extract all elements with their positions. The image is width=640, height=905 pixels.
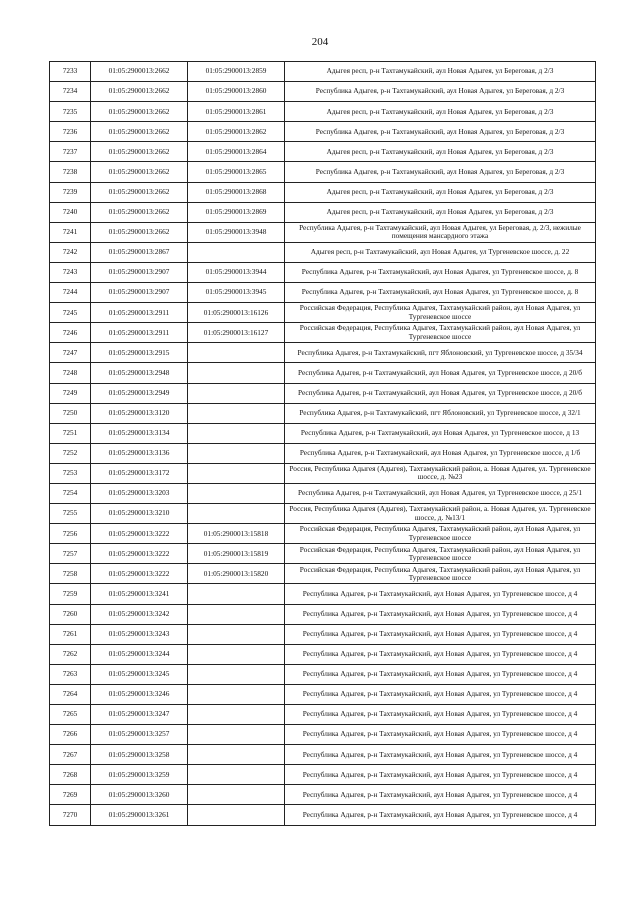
row-number-cell: 7270 bbox=[50, 805, 91, 825]
row-number-cell: 7264 bbox=[50, 684, 91, 704]
premises-cadastral-number-cell bbox=[188, 483, 285, 503]
cadastral-number-cell: 01:05:2900013:3244 bbox=[91, 644, 188, 664]
row-number-cell: 7234 bbox=[50, 82, 91, 102]
cadastral-number-cell: 01:05:2900013:2662 bbox=[91, 62, 188, 82]
table-row bbox=[50, 684, 596, 704]
address-cell: Республика Адыгея, р-н Тахтамукайский, аул Новая Адыгея, ул Тургеневское шоссе, д 13 bbox=[285, 423, 596, 443]
address-cell: Республика Адыгея, р-н Тахтамукайский, аул Новая Адыгея, ул Тургеневское шоссе, д 1/б bbox=[285, 443, 596, 463]
table-row bbox=[50, 805, 596, 825]
table-row bbox=[50, 504, 596, 524]
cadastral-number-cell: 01:05:2900013:3210 bbox=[91, 504, 188, 524]
address-cell: Адыгея респ, р-н Тахтамукайский, аул Новая Адыгея, ул Береговая, д 2/3 bbox=[285, 182, 596, 202]
premises-cadastral-number-cell: 01:05:2900013:16127 bbox=[188, 323, 285, 343]
table-row bbox=[50, 785, 596, 805]
address-cell: Республика Адыгея, р-н Тахтамукайский, аул Новая Адыгея, ул Тургеневское шоссе, д 4 bbox=[285, 785, 596, 805]
premises-cadastral-number-cell bbox=[188, 363, 285, 383]
address-cell: Российская Федерация, Республика Адыгея, Тахтамукайский район, аул Новая Адыгея, ул Тургеневское шоссе bbox=[285, 524, 596, 544]
table-row bbox=[50, 644, 596, 664]
address-cell: Республика Адыгея, р-н Тахтамукайский, аул Новая Адыгея, ул Тургеневское шоссе, д 4 bbox=[285, 765, 596, 785]
cadastral-number-cell: 01:05:2900013:3243 bbox=[91, 624, 188, 644]
cadastral-number-cell: 01:05:2900013:3222 bbox=[91, 524, 188, 544]
premises-cadastral-number-cell bbox=[188, 725, 285, 745]
premises-cadastral-number-cell: 01:05:2900013:3945 bbox=[188, 283, 285, 303]
premises-cadastral-number-cell: 01:05:2900013:15819 bbox=[188, 544, 285, 564]
premises-cadastral-number-cell: 01:05:2900013:15820 bbox=[188, 564, 285, 584]
address-cell: Республика Адыгея, р-н Тахтамукайский, аул Новая Адыгея, ул Тургеневское шоссе, д. 8 bbox=[285, 262, 596, 282]
row-number-cell: 7236 bbox=[50, 122, 91, 142]
premises-cadastral-number-cell bbox=[188, 785, 285, 805]
row-number-cell: 7260 bbox=[50, 604, 91, 624]
address-cell: Российская Федерация, Республика Адыгея, Тахтамукайский район, аул Новая Адыгея, ул Тургеневское шоссе bbox=[285, 544, 596, 564]
cadastral-number-cell: 01:05:2900013:3134 bbox=[91, 423, 188, 443]
cadastral-number-cell: 01:05:2900013:2907 bbox=[91, 262, 188, 282]
address-cell: Республика Адыгея, р-н Тахтамукайский, аул Новая Адыгея, ул Береговая, д. 2/3, нежилые помещения мансардного этажа bbox=[285, 222, 596, 242]
premises-cadastral-number-cell bbox=[188, 443, 285, 463]
table-row bbox=[50, 62, 596, 82]
cadastral-number-cell: 01:05:2900013:3242 bbox=[91, 604, 188, 624]
row-number-cell: 7262 bbox=[50, 644, 91, 664]
cadastral-number-cell: 01:05:2900013:2949 bbox=[91, 383, 188, 403]
cadastral-number-cell: 01:05:2900013:3136 bbox=[91, 443, 188, 463]
premises-cadastral-number-cell: 01:05:2900013:2869 bbox=[188, 202, 285, 222]
table-row bbox=[50, 745, 596, 765]
row-number-cell: 7248 bbox=[50, 363, 91, 383]
row-number-cell: 7238 bbox=[50, 162, 91, 182]
table-row bbox=[50, 624, 596, 644]
table-row bbox=[50, 765, 596, 785]
table-row bbox=[50, 725, 596, 745]
table-row bbox=[50, 222, 596, 242]
table-row bbox=[50, 423, 596, 443]
premises-cadastral-number-cell bbox=[188, 745, 285, 765]
row-number-cell: 7242 bbox=[50, 242, 91, 262]
address-cell: Республика Адыгея, р-н Тахтамукайский, аул Новая Адыгея, ул Тургеневское шоссе, д 4 bbox=[285, 584, 596, 604]
premises-cadastral-number-cell bbox=[188, 383, 285, 403]
address-cell: Республика Адыгея, р-н Тахтамукайский, аул Новая Адыгея, ул Тургеневское шоссе, д 4 bbox=[285, 624, 596, 644]
premises-cadastral-number-cell bbox=[188, 624, 285, 644]
cadastral-number-cell: 01:05:2900013:2662 bbox=[91, 82, 188, 102]
address-cell: Республика Адыгея, р-н Тахтамукайский, аул Новая Адыгея, ул Тургеневское шоссе, д 20/б bbox=[285, 383, 596, 403]
premises-cadastral-number-cell: 01:05:2900013:2859 bbox=[188, 62, 285, 82]
cadastral-number-cell: 01:05:2900013:3241 bbox=[91, 584, 188, 604]
cadastral-number-cell: 01:05:2900013:3245 bbox=[91, 664, 188, 684]
address-cell: Республика Адыгея, р-н Тахтамукайский, аул Новая Адыгея, ул Тургеневское шоссе, д. 8 bbox=[285, 283, 596, 303]
cadastral-number-cell: 01:05:2900013:3259 bbox=[91, 765, 188, 785]
row-number-cell: 7246 bbox=[50, 323, 91, 343]
row-number-cell: 7259 bbox=[50, 584, 91, 604]
row-number-cell: 7263 bbox=[50, 664, 91, 684]
table-row bbox=[50, 584, 596, 604]
cadastral-number-cell: 01:05:2900013:3222 bbox=[91, 564, 188, 584]
address-cell: Российская Федерация, Республика Адыгея, Тахтамукайский район, аул Новая Адыгея, ул Тургеневское шоссе bbox=[285, 564, 596, 584]
table-row bbox=[50, 202, 596, 222]
row-number-cell: 7257 bbox=[50, 544, 91, 564]
address-cell: Республика Адыгея, р-н Тахтамукайский, аул Новая Адыгея, ул Береговая, д 2/3 bbox=[285, 162, 596, 182]
row-number-cell: 7258 bbox=[50, 564, 91, 584]
address-cell: Республика Адыгея, р-н Тахтамукайский, пгт Яблоновский, ул Тургеневское шоссе, д 35/34 bbox=[285, 343, 596, 363]
table-row bbox=[50, 343, 596, 363]
cadastral-number-cell: 01:05:2900013:3203 bbox=[91, 483, 188, 503]
row-number-cell: 7240 bbox=[50, 202, 91, 222]
row-number-cell: 7249 bbox=[50, 383, 91, 403]
premises-cadastral-number-cell bbox=[188, 403, 285, 423]
address-cell: Россия, Республика Адыгея (Адыгея), Тахтамукайский район, а. Новая Адыгея, ул. Тургеневское шоссе, д. №23 bbox=[285, 463, 596, 483]
premises-cadastral-number-cell: 01:05:2900013:15818 bbox=[188, 524, 285, 544]
row-number-cell: 7255 bbox=[50, 504, 91, 524]
row-number-cell: 7250 bbox=[50, 403, 91, 423]
table-row bbox=[50, 182, 596, 202]
table-row bbox=[50, 443, 596, 463]
table-row bbox=[50, 162, 596, 182]
premises-cadastral-number-cell: 01:05:2900013:2868 bbox=[188, 182, 285, 202]
table-row bbox=[50, 82, 596, 102]
premises-cadastral-number-cell bbox=[188, 584, 285, 604]
row-number-cell: 7252 bbox=[50, 443, 91, 463]
row-number-cell: 7239 bbox=[50, 182, 91, 202]
premises-cadastral-number-cell bbox=[188, 705, 285, 725]
row-number-cell: 7268 bbox=[50, 765, 91, 785]
registry-table-body bbox=[50, 62, 596, 826]
address-cell: Адыгея респ, р-н Тахтамукайский, аул Новая Адыгея, ул Тургеневское шоссе, д. 22 bbox=[285, 242, 596, 262]
row-number-cell: 7245 bbox=[50, 303, 91, 323]
address-cell: Россия, Республика Адыгея (Адыгея), Тахтамукайский район, а. Новая Адыгея, ул. Тургеневское шоссе, д. №13/1 bbox=[285, 504, 596, 524]
premises-cadastral-number-cell bbox=[188, 805, 285, 825]
premises-cadastral-number-cell bbox=[188, 242, 285, 262]
address-cell: Республика Адыгея, р-н Тахтамукайский, аул Новая Адыгея, ул Тургеневское шоссе, д 4 bbox=[285, 805, 596, 825]
cadastral-number-cell: 01:05:2900013:2911 bbox=[91, 323, 188, 343]
table-row bbox=[50, 403, 596, 423]
address-cell: Республика Адыгея, р-н Тахтамукайский, пгт Яблоновский, ул Тургеневское шоссе, д 32/1 bbox=[285, 403, 596, 423]
table-row bbox=[50, 463, 596, 483]
registry-table bbox=[49, 61, 596, 826]
row-number-cell: 7244 bbox=[50, 283, 91, 303]
table-row bbox=[50, 564, 596, 584]
table-row bbox=[50, 544, 596, 564]
premises-cadastral-number-cell: 01:05:2900013:3944 bbox=[188, 262, 285, 282]
address-cell: Республика Адыгея, р-н Тахтамукайский, аул Новая Адыгея, ул Тургеневское шоссе, д 4 bbox=[285, 604, 596, 624]
premises-cadastral-number-cell bbox=[188, 343, 285, 363]
address-cell: Республика Адыгея, р-н Тахтамукайский, аул Новая Адыгея, ул Тургеневское шоссе, д 4 bbox=[285, 664, 596, 684]
address-cell: Республика Адыгея, р-н Тахтамукайский, аул Новая Адыгея, ул Береговая, д 2/3 bbox=[285, 82, 596, 102]
page-number: 204 bbox=[311, 36, 329, 48]
premises-cadastral-number-cell: 01:05:2900013:2862 bbox=[188, 122, 285, 142]
table-row bbox=[50, 323, 596, 343]
cadastral-number-cell: 01:05:2900013:2911 bbox=[91, 303, 188, 323]
address-cell: Республика Адыгея, р-н Тахтамукайский, аул Новая Адыгея, ул Тургеневское шоссе, д 4 bbox=[285, 644, 596, 664]
address-cell: Адыгея респ, р-н Тахтамукайский, аул Новая Адыгея, ул Береговая, д 2/3 bbox=[285, 62, 596, 82]
row-number-cell: 7261 bbox=[50, 624, 91, 644]
row-number-cell: 7267 bbox=[50, 745, 91, 765]
row-number-cell: 7233 bbox=[50, 62, 91, 82]
table-row bbox=[50, 664, 596, 684]
address-cell: Республика Адыгея, р-н Тахтамукайский, аул Новая Адыгея, ул Тургеневское шоссе, д 25/1 bbox=[285, 483, 596, 503]
cadastral-number-cell: 01:05:2900013:2662 bbox=[91, 102, 188, 122]
cadastral-number-cell: 01:05:2900013:2948 bbox=[91, 363, 188, 383]
table-row bbox=[50, 483, 596, 503]
address-cell: Республика Адыгея, р-н Тахтамукайский, аул Новая Адыгея, ул Тургеневское шоссе, д 4 bbox=[285, 705, 596, 725]
row-number-cell: 7256 bbox=[50, 524, 91, 544]
premises-cadastral-number-cell: 01:05:2900013:2860 bbox=[188, 82, 285, 102]
cadastral-number-cell: 01:05:2900013:2662 bbox=[91, 222, 188, 242]
premises-cadastral-number-cell bbox=[188, 664, 285, 684]
premises-cadastral-number-cell: 01:05:2900013:3948 bbox=[188, 222, 285, 242]
table-row bbox=[50, 524, 596, 544]
premises-cadastral-number-cell bbox=[188, 463, 285, 483]
premises-cadastral-number-cell bbox=[188, 765, 285, 785]
premises-cadastral-number-cell bbox=[188, 644, 285, 664]
cadastral-number-cell: 01:05:2900013:2867 bbox=[91, 242, 188, 262]
row-number-cell: 7253 bbox=[50, 463, 91, 483]
table-row bbox=[50, 383, 596, 403]
address-cell: Адыгея респ, р-н Тахтамукайский, аул Новая Адыгея, ул Береговая, д 2/3 bbox=[285, 102, 596, 122]
row-number-cell: 7266 bbox=[50, 725, 91, 745]
cadastral-number-cell: 01:05:2900013:2662 bbox=[91, 202, 188, 222]
cadastral-number-cell: 01:05:2900013:3258 bbox=[91, 745, 188, 765]
table-row bbox=[50, 142, 596, 162]
row-number-cell: 7247 bbox=[50, 343, 91, 363]
premises-cadastral-number-cell bbox=[188, 684, 285, 704]
table-row bbox=[50, 705, 596, 725]
cadastral-number-cell: 01:05:2900013:2907 bbox=[91, 283, 188, 303]
address-cell: Республика Адыгея, р-н Тахтамукайский, аул Новая Адыгея, ул Тургеневское шоссе, д 4 bbox=[285, 745, 596, 765]
cadastral-number-cell: 01:05:2900013:3222 bbox=[91, 544, 188, 564]
table-row bbox=[50, 363, 596, 383]
premises-cadastral-number-cell: 01:05:2900013:16126 bbox=[188, 303, 285, 323]
premises-cadastral-number-cell bbox=[188, 604, 285, 624]
address-cell: Российская Федерация, Республика Адыгея, Тахтамукайский район, аул Новая Адыгея, ул Тургеневское шоссе bbox=[285, 323, 596, 343]
cadastral-number-cell: 01:05:2900013:2662 bbox=[91, 122, 188, 142]
row-number-cell: 7269 bbox=[50, 785, 91, 805]
cadastral-number-cell: 01:05:2900013:3247 bbox=[91, 705, 188, 725]
cadastral-number-cell: 01:05:2900013:3260 bbox=[91, 785, 188, 805]
row-number-cell: 7237 bbox=[50, 142, 91, 162]
row-number-cell: 7254 bbox=[50, 483, 91, 503]
address-cell: Адыгея респ, р-н Тахтамукайский, аул Новая Адыгея, ул Береговая, д 2/3 bbox=[285, 142, 596, 162]
table-row bbox=[50, 122, 596, 142]
premises-cadastral-number-cell: 01:05:2900013:2864 bbox=[188, 142, 285, 162]
table-row bbox=[50, 102, 596, 122]
table-row bbox=[50, 303, 596, 323]
cadastral-number-cell: 01:05:2900013:3246 bbox=[91, 684, 188, 704]
table-row bbox=[50, 242, 596, 262]
cadastral-number-cell: 01:05:2900013:3172 bbox=[91, 463, 188, 483]
premises-cadastral-number-cell: 01:05:2900013:2861 bbox=[188, 102, 285, 122]
cadastral-number-cell: 01:05:2900013:2662 bbox=[91, 182, 188, 202]
row-number-cell: 7251 bbox=[50, 423, 91, 443]
premises-cadastral-number-cell bbox=[188, 423, 285, 443]
table-row bbox=[50, 262, 596, 282]
row-number-cell: 7241 bbox=[50, 222, 91, 242]
table-row bbox=[50, 283, 596, 303]
cadastral-number-cell: 01:05:2900013:2662 bbox=[91, 162, 188, 182]
address-cell: Республика Адыгея, р-н Тахтамукайский, аул Новая Адыгея, ул Тургеневское шоссе, д 4 bbox=[285, 725, 596, 745]
cadastral-number-cell: 01:05:2900013:3257 bbox=[91, 725, 188, 745]
row-number-cell: 7235 bbox=[50, 102, 91, 122]
address-cell: Республика Адыгея, р-н Тахтамукайский, аул Новая Адыгея, ул Тургеневское шоссе, д 20/б bbox=[285, 363, 596, 383]
cadastral-number-cell: 01:05:2900013:3120 bbox=[91, 403, 188, 423]
cadastral-number-cell: 01:05:2900013:2662 bbox=[91, 142, 188, 162]
table-row bbox=[50, 604, 596, 624]
cadastral-number-cell: 01:05:2900013:2915 bbox=[91, 343, 188, 363]
cadastral-number-cell: 01:05:2900013:3261 bbox=[91, 805, 188, 825]
premises-cadastral-number-cell bbox=[188, 504, 285, 524]
row-number-cell: 7243 bbox=[50, 262, 91, 282]
row-number-cell: 7265 bbox=[50, 705, 91, 725]
address-cell: Российская Федерация, Республика Адыгея, Тахтамукайский район, аул Новая Адыгея, ул Тургеневское шоссе bbox=[285, 303, 596, 323]
premises-cadastral-number-cell: 01:05:2900013:2865 bbox=[188, 162, 285, 182]
address-cell: Республика Адыгея, р-н Тахтамукайский, аул Новая Адыгея, ул Береговая, д 2/3 bbox=[285, 122, 596, 142]
address-cell: Республика Адыгея, р-н Тахтамукайский, аул Новая Адыгея, ул Тургеневское шоссе, д 4 bbox=[285, 684, 596, 704]
address-cell: Адыгея респ, р-н Тахтамукайский, аул Новая Адыгея, ул Береговая, д 2/3 bbox=[285, 202, 596, 222]
